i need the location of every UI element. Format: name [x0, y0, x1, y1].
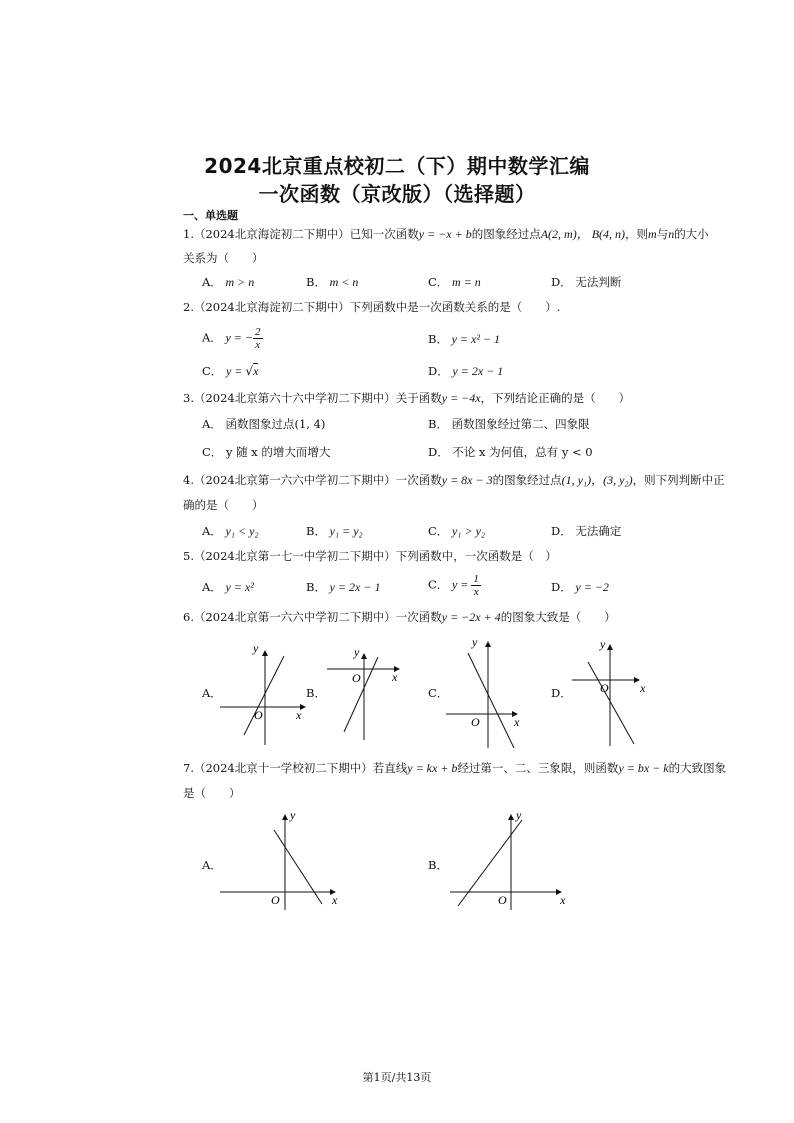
q5-option-b[interactable]: B． y = 2x − 1: [306, 580, 381, 594]
page-footer: 第1页/共13页: [362, 1071, 432, 1084]
q2-option-a[interactable]: A． y = − $\frac{2}{x}$: [202, 326, 261, 351]
y-axis-arrow: [361, 653, 367, 659]
origin-label: O: [271, 893, 280, 907]
origin-label: O: [352, 671, 361, 685]
y-label: y: [290, 808, 296, 822]
q5-option-c[interactable]: C． y = $\frac{1}{x}$: [428, 573, 479, 598]
x-label: x: [296, 708, 302, 722]
q4-option-b[interactable]: B． y₁ = y₂: [306, 524, 363, 538]
q1-option-d[interactable]: D． 无法判断: [551, 275, 622, 289]
q7-option-b[interactable]: B．: [428, 858, 448, 872]
q4-option-a[interactable]: A． y₁ < y₂: [202, 524, 259, 538]
y-axis-arrow: [485, 641, 491, 647]
x-label: x: [332, 893, 338, 907]
q6-option-a[interactable]: A．: [202, 686, 222, 700]
graph-line: [468, 653, 514, 748]
y-label: y: [600, 637, 606, 651]
q1-option-b[interactable]: B． m < n: [306, 275, 359, 289]
x-label: x: [640, 681, 646, 695]
q7-stem: 7.（2024北京十一学校初二下期中）若直线y = kx + b经过第一、二、三象限，则函数y = bx − k的大致图象: [183, 761, 727, 775]
q3-option-b[interactable]: B． 函数图象经过第二、四象限: [428, 417, 590, 431]
q7-option-a[interactable]: A．: [202, 858, 222, 872]
q3-option-c[interactable]: C． y 随 x 的增大而增大: [202, 445, 331, 459]
q1-stem-line2: 关系为（ ）: [183, 251, 264, 265]
q1-option-c[interactable]: C． m = n: [428, 275, 481, 289]
origin-label: O: [600, 681, 609, 695]
origin-label: O: [498, 893, 507, 907]
q3-option-a[interactable]: A． 函数图象过点(1, 4): [202, 417, 326, 431]
y-label: y: [354, 645, 360, 659]
origin-label: O: [254, 708, 263, 722]
y-axis-arrow: [262, 650, 268, 656]
x-label: x: [392, 670, 398, 684]
q7-graph-b[interactable]: [446, 806, 576, 910]
q6-graph-b[interactable]: [322, 645, 407, 740]
q4-stem: 4.（2024北京第一六六中学初二下期中）一次函数y = 8x − 3的图象经过点(1, y₁)，(3, y₂)，则下列判断中正: [183, 473, 725, 487]
q4-option-d[interactable]: D． 无法确定: [551, 524, 622, 538]
doc-title: 2024北京重点校初二（下）期中数学汇编: [204, 154, 590, 178]
y-label: y: [472, 635, 478, 649]
q1-option-a[interactable]: A． m > n: [202, 275, 255, 289]
y-axis-arrow: [508, 814, 514, 820]
q2-stem: 2.（2024北京海淀初二下期中）下列函数中是一次函数关系的是（ ）.: [183, 300, 561, 314]
q7-stem-line2: 是（ ）: [183, 786, 241, 800]
q7-graph-a[interactable]: [220, 806, 350, 910]
doc-subtitle: 一次函数（京改版）（选择题）: [258, 182, 536, 206]
q6-option-d[interactable]: D．: [551, 686, 572, 700]
y-label: y: [516, 808, 522, 822]
section-heading: 一、单选题: [183, 209, 238, 222]
q3-stem: 3.（2024北京第六十六中学初二下期中）关于函数y = −4x，下列结论正确的是（ ）: [183, 391, 631, 405]
origin-label: O: [471, 715, 480, 729]
graph-line: [458, 820, 522, 906]
q1-stem: 1.（2024北京海淀初二下期中）已知一次函数y = −x + b的图象经过点A(2, m)， B(4, n)，则m与n的大小: [183, 227, 709, 241]
graph-line: [344, 657, 378, 732]
q5-stem: 5.（2024北京第一七一中学初二下期中）下列函数中，一次函数是（ ）: [183, 549, 557, 563]
q4-stem-line2: 确的是（ ）: [183, 498, 264, 512]
graph-line: [274, 830, 322, 904]
x-label: x: [560, 893, 566, 907]
q6-option-c[interactable]: C．: [428, 686, 449, 700]
x-label: x: [514, 715, 520, 729]
q4-option-c[interactable]: C． y₁ > y₂: [428, 524, 486, 538]
graph-line: [588, 662, 634, 744]
q2-option-c[interactable]: C． y = √x: [202, 364, 259, 378]
q2-option-b[interactable]: B． y = x² − 1: [428, 332, 501, 346]
q6-graph-c[interactable]: [446, 633, 531, 748]
y-axis-arrow: [607, 644, 613, 650]
y-label: y: [253, 641, 259, 655]
q6-option-b[interactable]: B．: [306, 686, 326, 700]
q2-option-d[interactable]: D． y = 2x − 1: [428, 364, 504, 378]
q3-option-d[interactable]: D． 不论 x 为何值，总有 y < 0: [428, 445, 593, 459]
q6-graph-a[interactable]: [220, 640, 312, 745]
q5-option-a[interactable]: A． y = x²: [202, 580, 254, 594]
q6-graph-d[interactable]: [568, 636, 653, 746]
q5-option-d[interactable]: D． y = −2: [551, 580, 609, 594]
y-axis-arrow: [282, 814, 288, 820]
q6-stem: 6.（2024北京第一六六中学初二下期中）一次函数y = −2x + 4的图象大致是（ ）: [183, 610, 616, 624]
graph-line: [244, 656, 284, 735]
